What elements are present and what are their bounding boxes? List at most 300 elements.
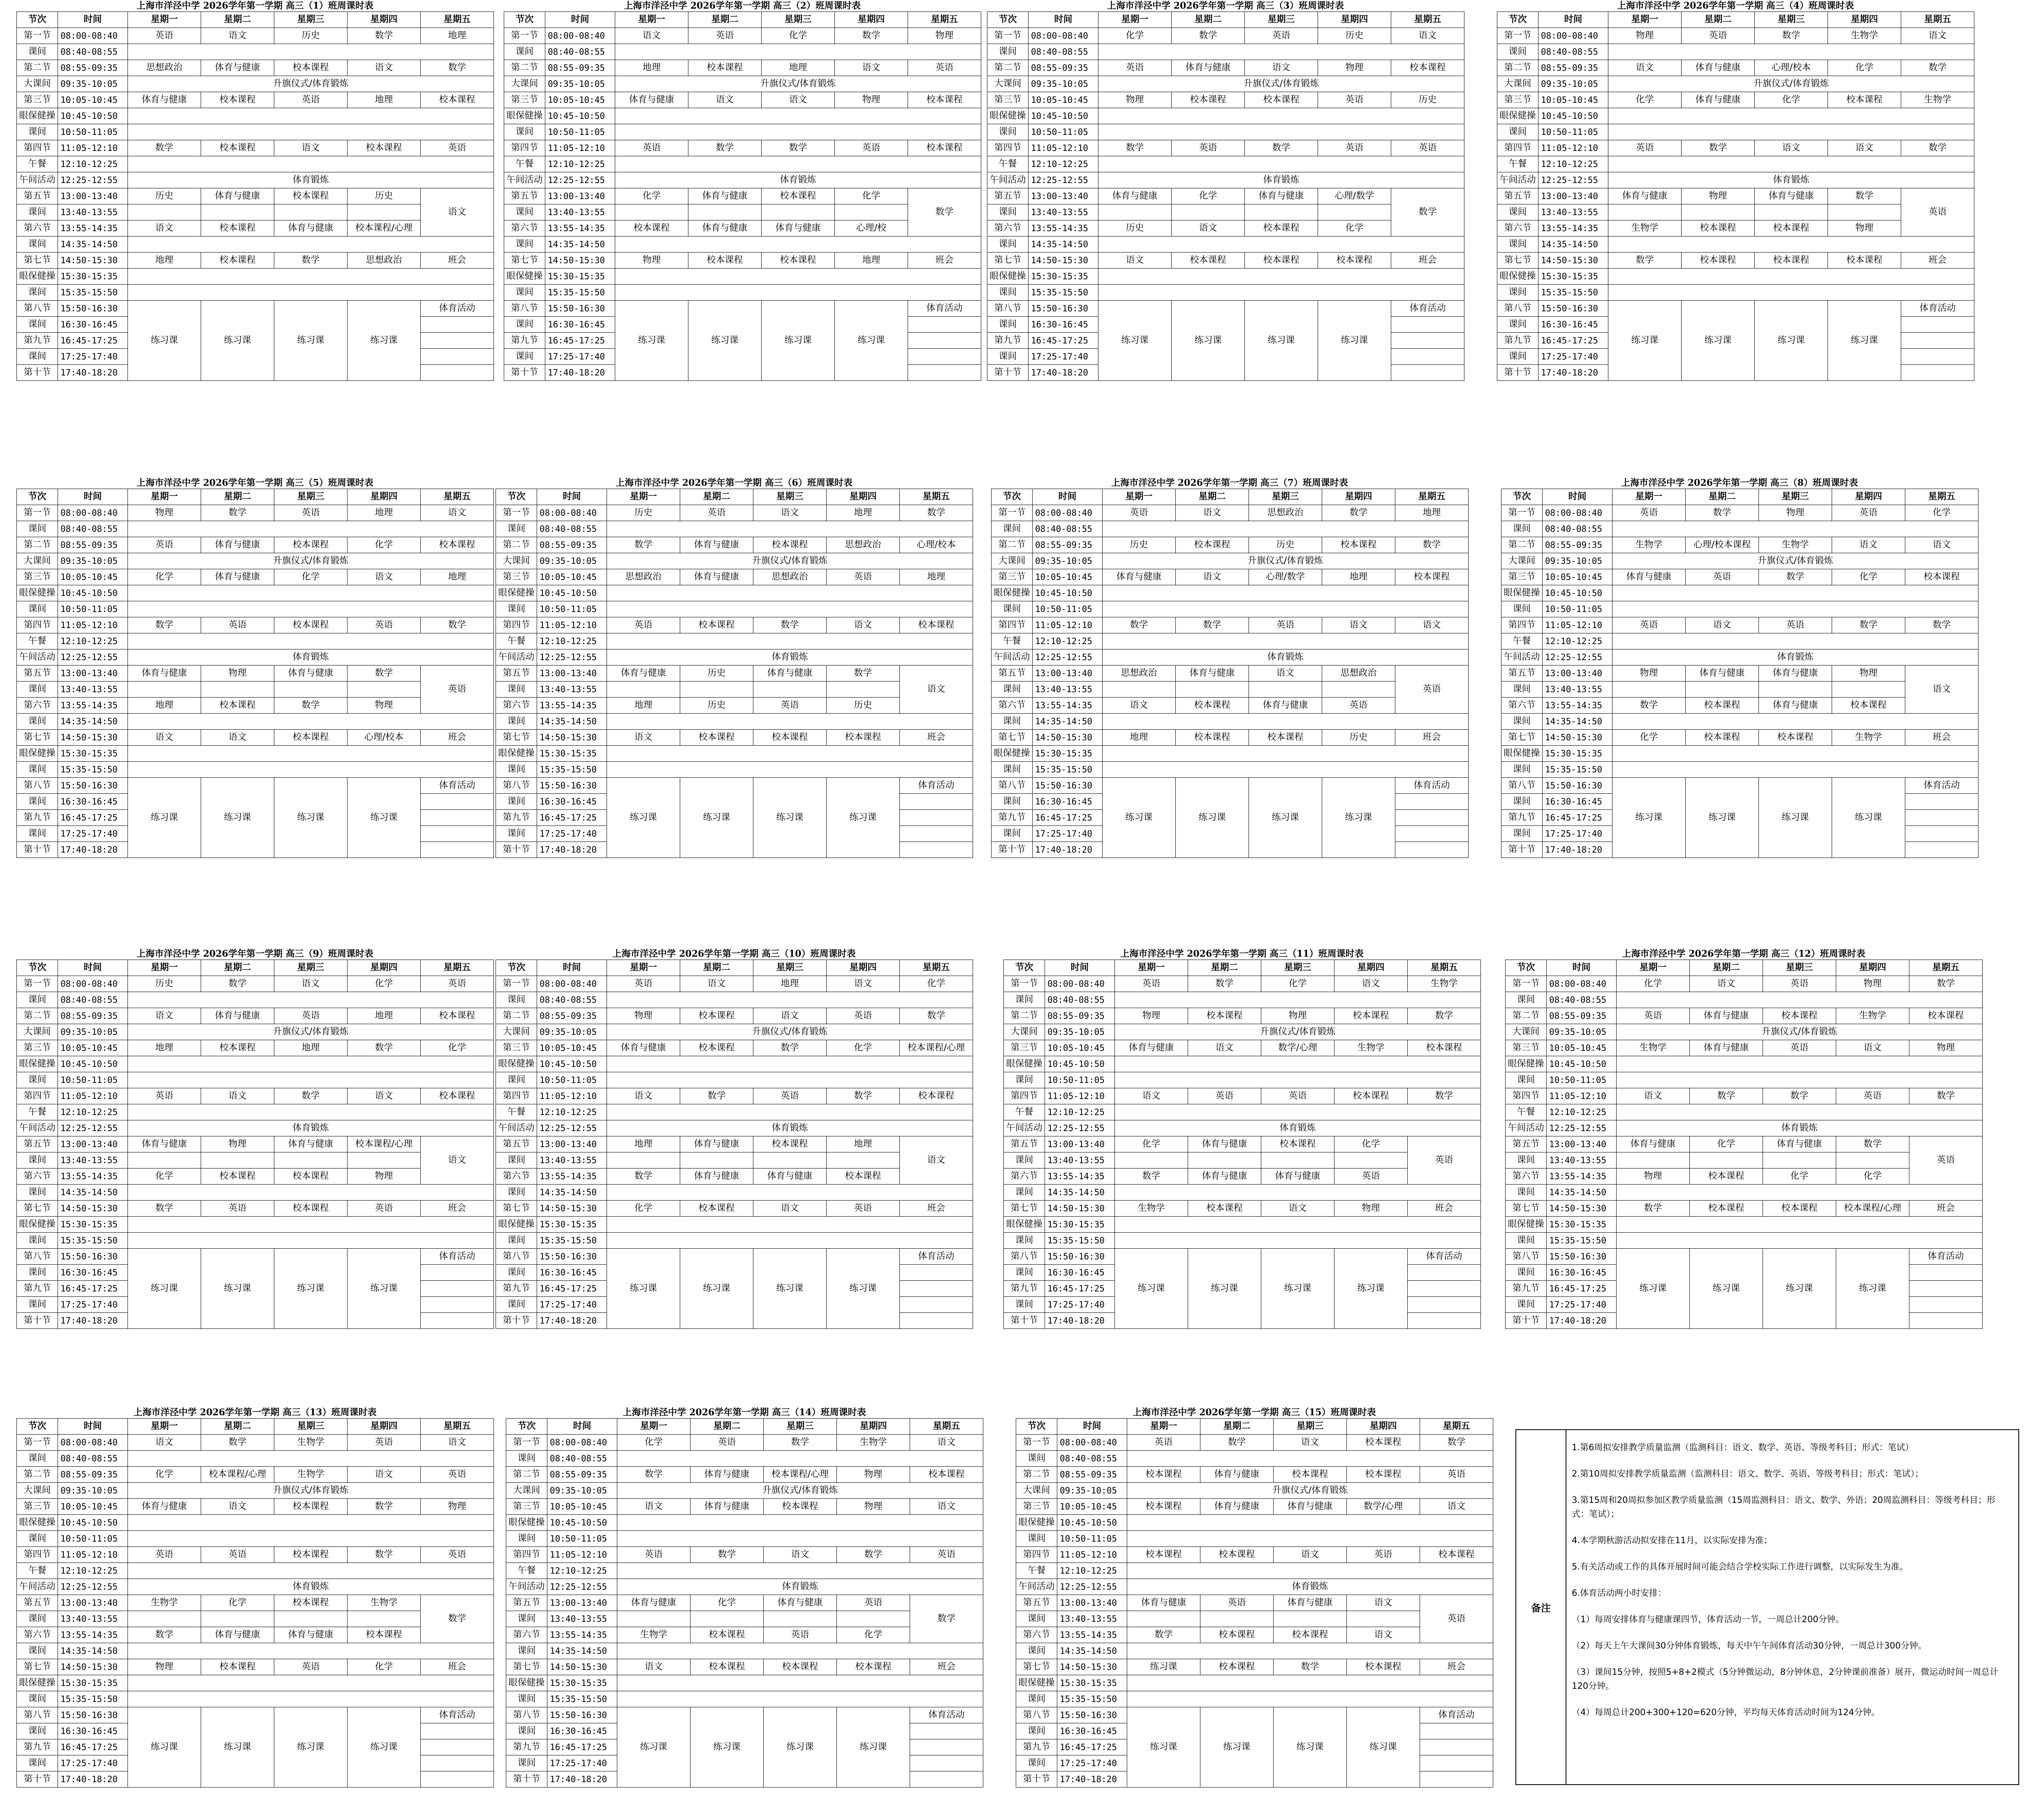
empty-cell — [347, 1611, 421, 1627]
table-row — [17, 285, 494, 301]
course-cell: 校本课程 — [688, 60, 762, 76]
course-cell: 数学 — [347, 665, 421, 682]
course-cell: 化学 — [1617, 976, 1690, 992]
course-cell: 语文 — [1103, 698, 1176, 714]
period-time: 15:35-15:50 — [58, 762, 128, 778]
table-row — [496, 1104, 973, 1120]
table-row — [17, 1217, 494, 1233]
period-name: 第十节 — [506, 1771, 547, 1788]
empty-cell — [128, 1515, 494, 1531]
empty-cell — [1682, 204, 1755, 220]
empty-cell — [1901, 317, 1974, 333]
period-name: 第六节 — [1506, 1169, 1547, 1185]
empty-cell — [1901, 349, 1974, 365]
column-header: 节次 — [506, 1419, 547, 1435]
course-cell: 生物学 — [347, 1595, 421, 1611]
column-header: 节次 — [1004, 960, 1045, 976]
period-time: 15:30-15:35 — [1045, 1217, 1115, 1233]
course-cell: 英语 — [1347, 1547, 1420, 1563]
empty-cell — [421, 1297, 494, 1313]
period-name: 课间 — [992, 794, 1033, 810]
empty-cell — [421, 317, 494, 333]
course-cell: 语文 — [1347, 1595, 1420, 1611]
period-name: 眼保健操 — [987, 269, 1029, 285]
period-time: 12:10-12:25 — [547, 1563, 617, 1579]
course-cell: 校本课程 — [1828, 253, 1901, 269]
period-name: 眼保健操 — [506, 1675, 547, 1691]
course-cell: 英语 — [347, 1201, 421, 1217]
course-cell: 体育与健康 — [690, 1467, 764, 1483]
table-row — [17, 1104, 494, 1120]
period-name: 午间活动 — [1004, 1120, 1045, 1136]
period-time: 12:10-12:25 — [1543, 633, 1612, 649]
period-name: 第九节 — [1506, 1281, 1547, 1297]
period-name: 午餐 — [1506, 1104, 1547, 1120]
period-name: 第九节 — [17, 1281, 58, 1297]
period-time: 15:50-16:30 — [1057, 1707, 1127, 1723]
column-header: 星期三 — [753, 960, 827, 976]
practice-cell: 练习课 — [274, 301, 347, 381]
empty-cell — [900, 1281, 973, 1297]
period-time: 15:30-15:35 — [58, 269, 128, 285]
table-row — [496, 665, 973, 682]
table-row — [496, 1217, 973, 1233]
table-row — [1004, 1217, 1481, 1233]
course-cell: 化学 — [1261, 976, 1334, 992]
empty-cell — [1127, 1691, 1493, 1707]
period-time: 17:25-17:40 — [1547, 1297, 1617, 1313]
period-name: 第六节 — [17, 220, 58, 236]
period-name: 课间 — [1004, 1297, 1045, 1313]
period-name: 课间 — [987, 124, 1029, 140]
empty-cell — [617, 1531, 983, 1547]
course-cell: 语文 — [1261, 1201, 1334, 1217]
period-name: 课间 — [17, 1755, 58, 1771]
course-cell: 校本课程 — [1347, 1659, 1420, 1675]
class-timetable — [1016, 1407, 1493, 1788]
timetable-title: 上海市洋泾中学 2026学年第一学期 高三（15）班周课时表 — [1133, 1407, 1376, 1418]
practice-cell: 练习课 — [690, 1707, 764, 1788]
column-header: 节次 — [1497, 12, 1538, 28]
empty-cell — [128, 714, 494, 730]
empty-cell — [274, 204, 347, 220]
course-cell: 班会 — [421, 1201, 494, 1217]
empty-cell — [607, 714, 973, 730]
table-row — [496, 778, 973, 794]
course-cell: 语文 — [421, 188, 494, 236]
period-time: 13:55-14:35 — [58, 1627, 128, 1643]
practice-cell: 练习课 — [1261, 1249, 1334, 1329]
period-name: 第七节 — [506, 1659, 547, 1675]
course-cell: 英语 — [1686, 569, 1759, 585]
period-time: 09:35-10:05 — [537, 1024, 607, 1040]
period-time: 13:00-13:40 — [1029, 188, 1098, 204]
course-cell: 英语 — [680, 505, 753, 521]
course-cell: 化学 — [1608, 92, 1682, 108]
period-time: 10:45-10:50 — [58, 585, 128, 601]
course-cell: 数学 — [347, 1040, 421, 1056]
empty-cell — [347, 1152, 421, 1169]
column-header: 星期四 — [1828, 12, 1901, 28]
empty-cell — [615, 204, 688, 220]
period-name: 课间 — [1506, 992, 1547, 1008]
period-time: 15:35-15:50 — [1029, 285, 1098, 301]
period-time: 13:40-13:55 — [1045, 1152, 1115, 1169]
empty-cell — [1103, 762, 1469, 778]
timetable-title: 上海市洋泾中学 2026学年第一学期 高三（1）班周课时表 — [137, 0, 373, 11]
empty-cell — [128, 762, 494, 778]
course-cell: 思想政治 — [347, 253, 421, 269]
course-cell: 班会 — [1909, 1201, 1983, 1217]
table-row — [496, 1249, 973, 1265]
period-time: 15:50-16:30 — [1029, 301, 1098, 317]
period-name: 课间 — [17, 1611, 58, 1627]
course-cell: 体育与健康 — [201, 569, 274, 585]
course-cell: 英语 — [1200, 1595, 1274, 1611]
empty-cell — [421, 794, 494, 810]
empty-cell — [1103, 601, 1469, 617]
period-name: 第三节 — [17, 1499, 58, 1515]
empty-cell — [274, 1611, 347, 1627]
period-time: 14:50-15:30 — [58, 730, 128, 746]
empty-cell — [128, 601, 494, 617]
period-time: 10:45-10:50 — [58, 1056, 128, 1072]
period-time: 08:00-08:40 — [545, 28, 615, 44]
activity-cell: 体育锻炼 — [607, 649, 973, 665]
period-time: 13:55-14:35 — [537, 698, 607, 714]
course-cell: 校本课程 — [1188, 1008, 1261, 1024]
course-cell: 语文 — [1690, 976, 1763, 992]
course-cell: 语文 — [201, 1499, 274, 1515]
course-cell: 体育与健康 — [1188, 1136, 1261, 1152]
course-cell: 校本课程/心理 — [764, 1467, 837, 1483]
table-row — [1004, 992, 1481, 1008]
period-name: 第八节 — [1497, 301, 1538, 317]
column-header: 星期五 — [1395, 489, 1469, 505]
column-header: 星期三 — [1245, 12, 1318, 28]
period-name: 课间 — [496, 1297, 537, 1313]
period-name: 眼保健操 — [17, 1515, 58, 1531]
course-cell: 语文 — [607, 730, 680, 746]
empty-cell — [128, 1675, 494, 1691]
note-item: 5.有关活动或工作的具体开展时间可能会结合学校实际工作进行调整，以实际发生为准。 — [1572, 1562, 1909, 1572]
column-header: 星期三 — [1755, 12, 1828, 28]
table-row — [17, 1547, 494, 1563]
course-cell: 校本课程 — [1176, 698, 1249, 714]
period-name: 第五节 — [992, 665, 1033, 682]
column-header: 星期五 — [1909, 960, 1983, 976]
period-name: 第三节 — [1016, 1499, 1057, 1515]
table-row — [496, 569, 973, 585]
course-cell: 校本课程 — [827, 1169, 900, 1185]
table-row — [1506, 1024, 1983, 1040]
empty-cell — [900, 810, 973, 826]
course-cell: 校本课程 — [274, 617, 347, 633]
empty-cell — [201, 682, 274, 698]
table-row — [1506, 1249, 1983, 1265]
empty-cell — [615, 44, 981, 60]
course-cell: 校本课程 — [1686, 730, 1759, 746]
course-cell: 英语 — [908, 60, 981, 76]
period-name: 课间 — [496, 1265, 537, 1281]
empty-cell — [910, 1723, 983, 1739]
period-name: 课间 — [1501, 682, 1543, 698]
class-timetable — [1505, 948, 1982, 1329]
table-row — [1497, 44, 1974, 60]
empty-cell — [607, 1233, 973, 1249]
course-cell: 班会 — [421, 1659, 494, 1675]
activity-cell: 体育锻炼 — [1127, 1579, 1493, 1595]
course-cell: 校本课程 — [1249, 730, 1322, 746]
notes-box — [1515, 1429, 2019, 1785]
course-cell: 校本课程 — [908, 92, 981, 108]
period-time: 10:05-10:45 — [58, 92, 128, 108]
period-time: 16:45-17:25 — [1543, 810, 1612, 826]
table-row — [992, 601, 1469, 617]
course-cell: 英语 — [1127, 1435, 1200, 1451]
course-cell: 体育与健康 — [1188, 1169, 1261, 1185]
course-cell: 物理 — [1612, 665, 1686, 682]
course-cell: 英语 — [1682, 28, 1755, 44]
period-name: 第七节 — [17, 1659, 58, 1675]
period-name: 课间 — [1506, 1233, 1547, 1249]
course-cell: 体育与健康 — [1200, 1499, 1274, 1515]
column-header: 时间 — [547, 1419, 617, 1435]
practice-cell: 练习课 — [274, 1707, 347, 1788]
empty-cell — [128, 204, 201, 220]
period-time: 12:10-12:25 — [58, 156, 128, 172]
period-name: 课间 — [1506, 1072, 1547, 1088]
period-time: 11:05-12:10 — [547, 1547, 617, 1563]
period-name: 午间活动 — [1506, 1120, 1547, 1136]
period-name: 第七节 — [1506, 1201, 1547, 1217]
course-cell: 语文 — [1420, 1499, 1493, 1515]
course-cell: 校本课程 — [1322, 537, 1395, 553]
period-time: 10:05-10:45 — [1543, 569, 1612, 585]
practice-cell: 练习课 — [128, 1249, 201, 1329]
course-cell: 心理/校本 — [900, 537, 973, 553]
period-time: 16:30-16:45 — [1033, 794, 1103, 810]
course-cell: 校本课程 — [1176, 537, 1249, 553]
period-time: 13:40-13:55 — [547, 1611, 617, 1627]
empty-cell — [1690, 1152, 1763, 1169]
course-cell: 数学 — [827, 1088, 900, 1104]
period-time: 11:05-12:10 — [58, 1547, 128, 1563]
period-name: 课间 — [17, 349, 58, 365]
period-name: 课间 — [506, 1611, 547, 1627]
empty-cell — [1608, 156, 1974, 172]
notes-label: 备注 — [1516, 1430, 1566, 1784]
period-name: 第四节 — [17, 140, 58, 156]
course-cell: 体育与健康 — [1617, 1136, 1690, 1152]
course-cell: 思想政治 — [1322, 665, 1395, 682]
table-row — [17, 1515, 494, 1531]
period-time: 10:05-10:45 — [1029, 92, 1098, 108]
period-name: 第十节 — [992, 842, 1033, 858]
period-time: 12:25-12:55 — [58, 1120, 128, 1136]
period-time: 12:25-12:55 — [537, 1120, 607, 1136]
empty-cell — [128, 156, 494, 172]
header-row — [17, 12, 494, 28]
period-name: 第六节 — [504, 220, 545, 236]
period-time: 11:05-12:10 — [537, 1088, 607, 1104]
table-row — [1501, 633, 1978, 649]
period-time: 15:35-15:50 — [1547, 1233, 1617, 1249]
table-row — [992, 746, 1469, 762]
table-row — [992, 617, 1469, 633]
course-cell: 校本课程/心理 — [201, 1467, 274, 1483]
course-cell: 校本课程 — [201, 1040, 274, 1056]
period-name: 课间 — [17, 285, 58, 301]
course-cell: 物理 — [347, 1169, 421, 1185]
column-header: 星期三 — [762, 12, 835, 28]
period-name: 第二节 — [506, 1467, 547, 1483]
period-name: 课间 — [504, 285, 545, 301]
course-cell: 体育与健康 — [1763, 1136, 1836, 1152]
course-cell: 英语 — [201, 1547, 274, 1563]
column-header: 星期二 — [1682, 12, 1755, 28]
course-cell: 历史 — [680, 698, 753, 714]
period-time: 17:40-18:20 — [1045, 1313, 1115, 1329]
empty-cell — [1612, 601, 1978, 617]
empty-cell — [128, 1072, 494, 1088]
period-time: 10:50-11:05 — [58, 124, 128, 140]
table-row — [1004, 1104, 1481, 1120]
period-name: 课间 — [496, 714, 537, 730]
empty-cell — [908, 317, 981, 333]
course-cell: 校本课程 — [1334, 1008, 1408, 1024]
period-name: 大课间 — [987, 76, 1029, 92]
period-time: 17:25-17:40 — [1543, 826, 1612, 842]
course-cell: 校本课程 — [680, 1040, 753, 1056]
period-name: 第九节 — [992, 810, 1033, 826]
empty-cell — [1395, 842, 1469, 858]
course-cell: 校本课程 — [908, 140, 981, 156]
sports-cell: 体育活动 — [1905, 778, 1978, 794]
course-cell: 数学 — [201, 505, 274, 521]
table-row — [17, 92, 494, 108]
period-time: 08:40-08:55 — [1057, 1451, 1127, 1467]
course-cell: 班会 — [421, 730, 494, 746]
course-cell: 化学 — [1172, 188, 1245, 204]
period-time: 12:10-12:25 — [1033, 633, 1103, 649]
table-row — [504, 60, 981, 76]
course-cell: 语文 — [617, 1659, 690, 1675]
period-time: 16:30-16:45 — [1057, 1723, 1127, 1739]
column-header: 星期三 — [1274, 1419, 1347, 1435]
period-name: 课间 — [1501, 714, 1543, 730]
column-header: 星期三 — [764, 1419, 837, 1435]
practice-cell: 练习课 — [1322, 778, 1395, 858]
course-cell: 数学 — [1901, 140, 1974, 156]
period-name: 午餐 — [1016, 1563, 1057, 1579]
empty-cell — [128, 1691, 494, 1707]
course-cell: 英语 — [1391, 140, 1464, 156]
period-time: 09:35-10:05 — [1547, 1024, 1617, 1040]
empty-cell — [1115, 1056, 1481, 1072]
course-cell: 体育与健康 — [201, 1008, 274, 1024]
course-cell: 校本课程 — [1690, 1169, 1763, 1185]
period-time: 15:50-16:30 — [1033, 778, 1103, 794]
course-cell: 生物学 — [1832, 730, 1905, 746]
period-time: 15:50-16:30 — [1543, 778, 1612, 794]
course-cell: 历史 — [128, 976, 201, 992]
timetable-table — [16, 489, 494, 858]
column-header: 时间 — [537, 489, 607, 505]
period-name: 课间 — [1004, 1185, 1045, 1201]
period-name: 第七节 — [496, 1201, 537, 1217]
course-cell: 历史 — [1098, 220, 1172, 236]
period-time: 13:55-14:35 — [1033, 698, 1103, 714]
empty-cell — [421, 1265, 494, 1281]
course-cell: 数学 — [1322, 505, 1395, 521]
period-time: 08:40-08:55 — [1029, 44, 1098, 60]
column-header: 时间 — [1543, 489, 1612, 505]
empty-cell — [1420, 1755, 1493, 1771]
period-name: 第十节 — [17, 1313, 58, 1329]
period-time: 16:45-17:25 — [1538, 333, 1608, 349]
course-cell: 地理 — [607, 698, 680, 714]
column-header: 节次 — [992, 489, 1033, 505]
course-cell: 校本课程 — [837, 1659, 910, 1675]
course-cell: 语文 — [1115, 1088, 1188, 1104]
period-time: 13:55-14:35 — [1547, 1169, 1617, 1185]
course-cell: 语文 — [1347, 1627, 1420, 1643]
timetable-title: 上海市洋泾中学 2026学年第一学期 高三（11）班周课时表 — [1120, 948, 1364, 959]
course-cell: 语文 — [762, 92, 835, 108]
course-cell: 英语 — [827, 569, 900, 585]
course-cell: 化学 — [837, 1627, 910, 1643]
course-cell: 英语 — [753, 698, 827, 714]
period-name: 第四节 — [17, 1547, 58, 1563]
course-cell: 数学 — [1127, 1627, 1200, 1643]
course-cell: 体育与健康 — [1690, 1040, 1763, 1056]
period-name: 第五节 — [504, 188, 545, 204]
column-header: 星期一 — [128, 1419, 201, 1435]
course-cell: 物理 — [1828, 220, 1901, 236]
course-cell: 英语 — [421, 140, 494, 156]
period-name: 课间 — [17, 1072, 58, 1088]
empty-cell — [421, 1739, 494, 1755]
table-row — [504, 285, 981, 301]
period-name: 第四节 — [17, 1088, 58, 1104]
table-row — [1506, 1120, 1983, 1136]
table-row — [17, 1008, 494, 1024]
period-time: 11:05-12:10 — [1029, 140, 1098, 156]
period-time: 08:00-08:40 — [537, 505, 607, 521]
period-time: 10:50-11:05 — [1033, 601, 1103, 617]
column-header: 星期五 — [1391, 12, 1464, 28]
period-time: 09:35-10:05 — [58, 553, 128, 569]
column-header: 节次 — [1506, 960, 1547, 976]
period-name: 课间 — [987, 317, 1029, 333]
course-cell: 数学 — [1245, 140, 1318, 156]
period-time: 08:00-08:40 — [1057, 1435, 1127, 1451]
activity-cell: 体育锻炼 — [607, 1120, 973, 1136]
period-time: 15:30-15:35 — [1029, 269, 1098, 285]
period-time: 10:45-10:50 — [58, 108, 128, 124]
table-row — [17, 665, 494, 682]
course-cell: 体育与健康 — [1759, 665, 1832, 682]
column-header: 星期一 — [128, 960, 201, 976]
course-cell: 体育与健康 — [128, 665, 201, 682]
period-time: 15:35-15:50 — [1538, 285, 1608, 301]
period-time: 15:30-15:35 — [537, 1217, 607, 1233]
header-row — [1501, 489, 1978, 505]
timetable-table — [991, 489, 1469, 858]
course-cell: 体育与健康 — [1245, 188, 1318, 204]
course-cell: 体育与健康 — [753, 665, 827, 682]
